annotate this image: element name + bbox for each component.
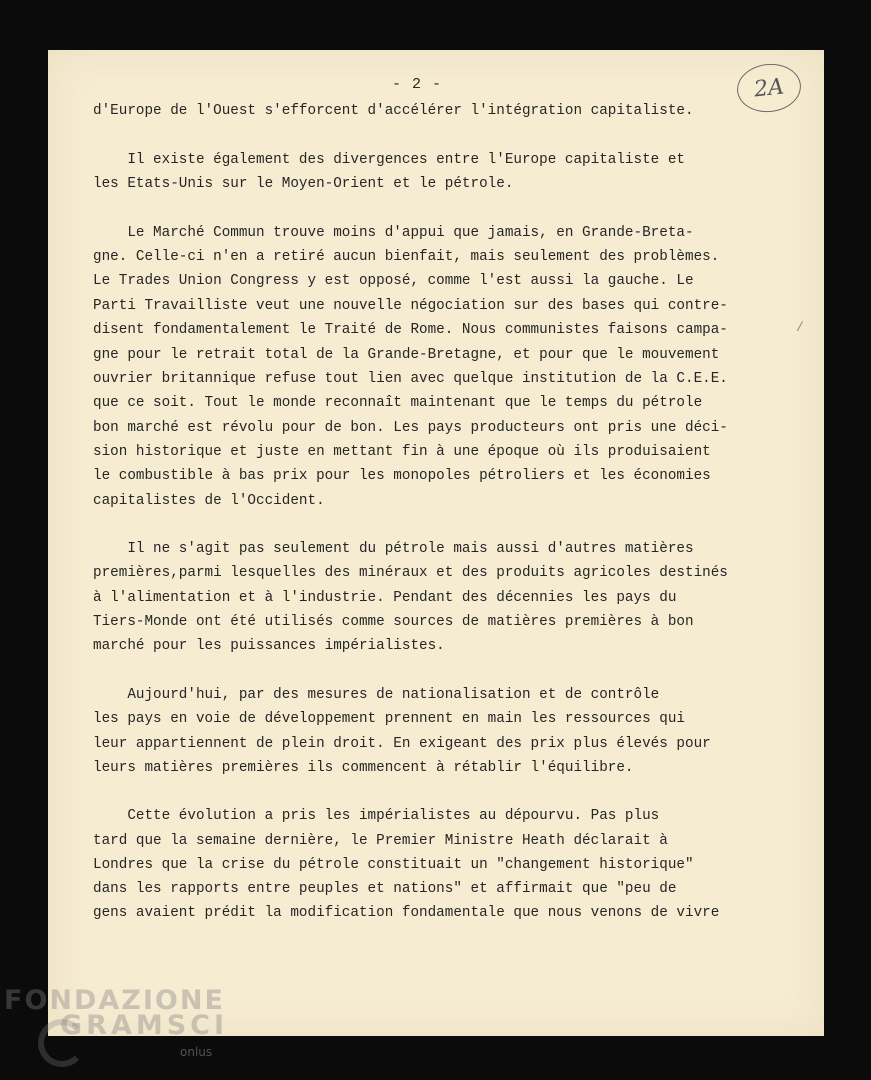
text-line: les Etats-Unis sur le Moyen-Orient et le pétrole.	[93, 176, 514, 192]
text-line: leur appartiennent de plein droit. En exigeant des prix plus élevés pour	[93, 736, 711, 752]
text-line: Il ne s'agit pas seulement du pétrole mais aussi d'autres matières	[93, 541, 694, 557]
text-line: bon marché est révolu pour de bon. Les pays producteurs ont pris une déci-	[93, 420, 728, 436]
folio-annotation: 2A	[735, 61, 804, 115]
watermark-line1: FONDAZIONE	[4, 985, 225, 1016]
g-logo-icon	[38, 1019, 86, 1067]
text-line: Cette évolution a pris les impérialistes au dépourvu. Pas plus	[93, 808, 660, 824]
text-line: gens avaient prédit la modification fondamentale que nous venons de vivre	[93, 905, 720, 921]
margin-mark: /	[796, 320, 804, 335]
text-line: Il existe également des divergences entre l'Europe capitaliste et	[93, 152, 685, 168]
text-line: premières,parmi lesquelles des minéraux et des produits agricoles destinés	[93, 565, 728, 581]
text-line: à l'alimentation et à l'industrie. Pendant des décennies les pays du	[93, 590, 677, 606]
watermark-line2: GRAMSCI	[60, 1010, 229, 1041]
text-line: disent fondamentalement le Traité de Rome. Nous communistes faisons campa-	[93, 322, 728, 338]
text-line: gne pour le retrait total de la Grande-Bretagne, et pour que le mouvement	[93, 347, 720, 363]
watermark-sub: onlus	[180, 1045, 213, 1059]
text-line: d'Europe de l'Ouest s'efforcent d'accélérer l'intégration capitaliste.	[93, 103, 694, 119]
text-line: que ce soit. Tout le monde reconnaît maintenant que le temps du pétrole	[93, 395, 703, 411]
text-line: tard que la semaine dernière, le Premier Ministre Heath déclarait à	[93, 833, 668, 849]
text-line: capitalistes de l'Occident.	[93, 493, 325, 509]
text-line: dans les rapports entre peuples et nations" et affirmait que "peu de	[93, 881, 677, 897]
text-line: sion historique et juste en mettant fin à une époque où ils produisaient	[93, 444, 711, 460]
text-line: gne. Celle-ci n'en a retiré aucun bienfait, mais seulement des problèmes.	[93, 249, 720, 265]
text-line: Le Marché Commun trouve moins d'appui que jamais, en Grande-Breta-	[93, 225, 694, 241]
text-line: Parti Travailliste veut une nouvelle négociation sur des bases qui contre-	[93, 298, 728, 314]
text-line: Londres que la crise du pétrole constituait un "changement historique"	[93, 857, 694, 873]
text-line: Le Trades Union Congress y est opposé, comme l'est aussi la gauche. Le	[93, 273, 694, 289]
text-line: leurs matières premières ils commencent à rétablir l'équilibre.	[93, 760, 634, 776]
text-line: Tiers-Monde ont été utilisés comme sources de matières premières à bon	[93, 614, 694, 630]
text-line: le combustible à bas prix pour les monopoles pétroliers et les économies	[93, 468, 711, 484]
text-line: marché pour les puissances impérialistes.	[93, 638, 445, 654]
text-line: Aujourd'hui, par des mesures de nationalisation et de contrôle	[93, 687, 660, 703]
page-number: - 2 -	[392, 76, 443, 93]
watermark-logo	[4, 985, 229, 1059]
text-line: les pays en voie de développement prennent en main les ressources qui	[93, 711, 685, 727]
text-line: ouvrier britannique refuse tout lien avec quelque institution de la C.E.E.	[93, 371, 728, 387]
